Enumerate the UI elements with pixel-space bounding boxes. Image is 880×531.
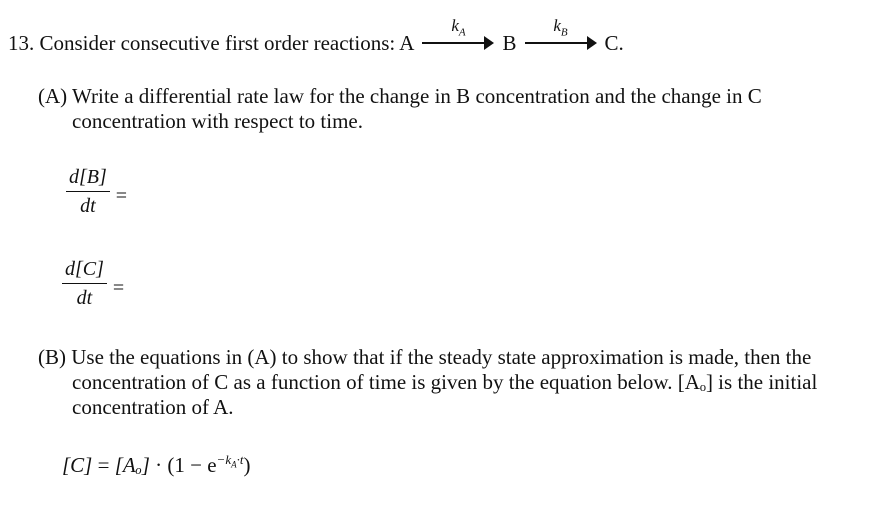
denominator-dt: dt (76, 287, 93, 309)
question-text: 13. Consider consecutive first order reactions: A (8, 31, 415, 55)
species-b: B (502, 31, 517, 55)
part-b-prompt (38, 345, 858, 420)
numerator-db: d[B] (66, 166, 110, 192)
arrow-shaft-icon (525, 42, 590, 44)
rate-constant-b: $k_B$ (553, 16, 568, 39)
rate-law-b-equation (66, 166, 127, 218)
numerator-dc: d[C] (62, 258, 107, 284)
denominator-dt: dt (80, 195, 96, 217)
equation-paren-close: ) (243, 453, 251, 477)
equation-a0: [Aₒ] (114, 453, 150, 477)
fraction-db-dt (66, 166, 110, 218)
part-b-line-1: (B) Use the equations in (A) to show that if the steady state approximation is made, then the (38, 345, 812, 369)
fraction-dc-dt (62, 258, 107, 310)
part-b-line-2: concentration of C as a function of time is given by the equation below. [Aₒ] is the initial (72, 370, 818, 394)
reaction-arrow-b (525, 16, 597, 50)
rate-law-c-equation (62, 258, 124, 310)
equation-equals: = (92, 453, 115, 477)
equals-sign: = (115, 184, 128, 207)
equals-sign: = (112, 276, 125, 299)
species-c: C. (604, 31, 624, 55)
equation-exponent: −kA·t (216, 452, 244, 470)
rate-constant-a: $k_A$ (451, 16, 466, 39)
part-b-line-3: concentration of A. (72, 395, 234, 419)
part-a-line-1: (A) Write a differential rate law for the change in B concentration and the change in C (38, 84, 762, 108)
equation-dot: · (149, 453, 168, 477)
arrow-shaft-icon (422, 42, 487, 44)
part-a-prompt (38, 84, 858, 134)
question-line (8, 16, 624, 56)
arrow-head-icon (587, 36, 597, 50)
equation-lhs: [C] (62, 453, 93, 477)
steady-state-equation (62, 452, 250, 478)
arrow-head-icon (484, 36, 494, 50)
part-a-line-2: concentration with respect to time. (72, 109, 363, 133)
reaction-arrow-a (422, 16, 494, 50)
equation-paren-open: (1 − e (167, 453, 217, 477)
